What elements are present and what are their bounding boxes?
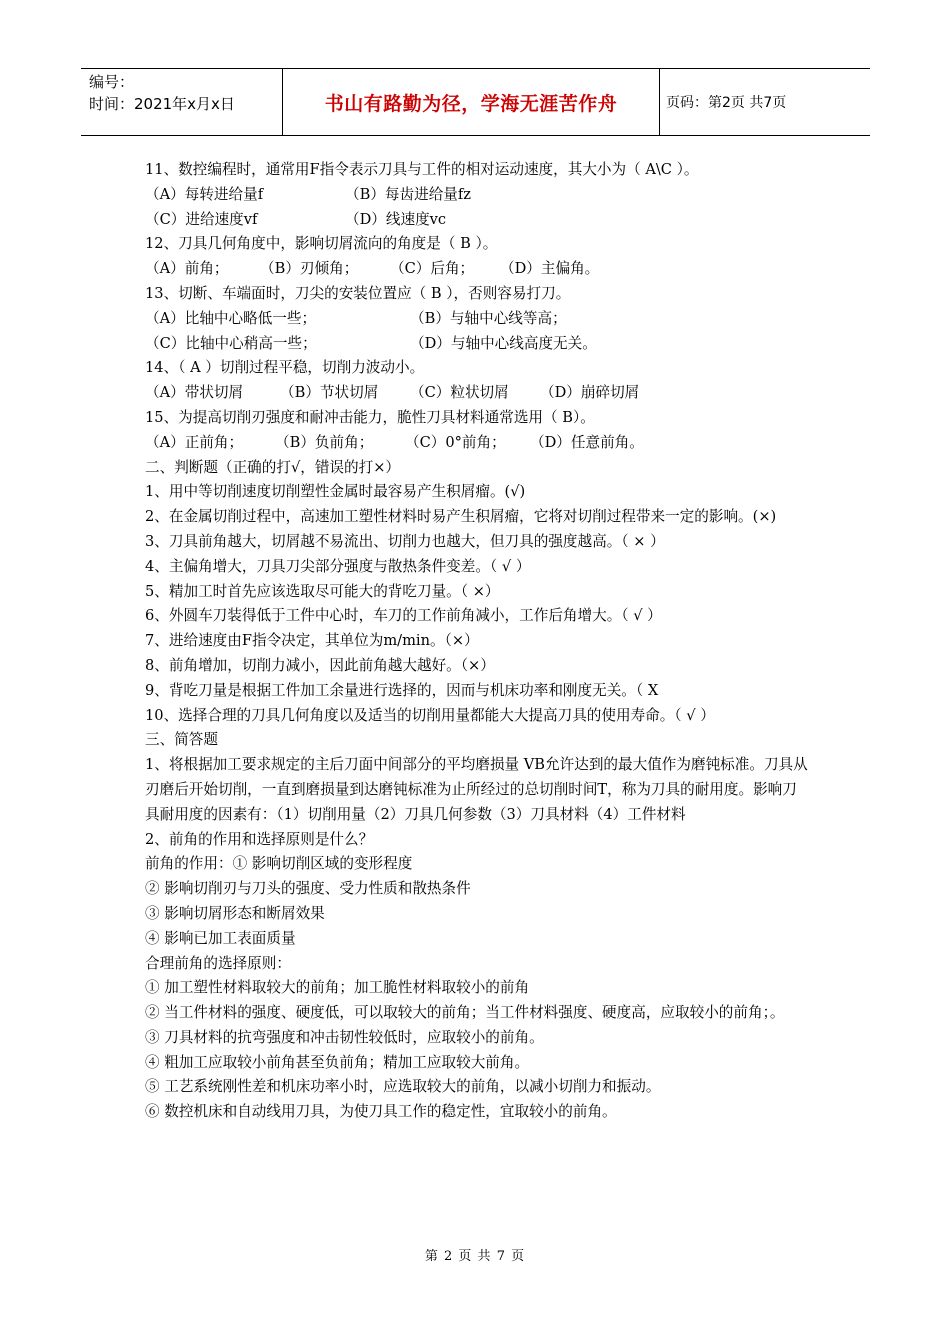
q11-option-b: （B）每齿进给量fz	[345, 185, 471, 203]
q12-options	[145, 257, 810, 282]
q13-option-a: （A）比轴中心略低一些；	[145, 309, 317, 327]
answer-2-line-5: 合理前角的选择原则：	[145, 954, 291, 972]
q14-option-d: （D）崩碎切屑	[540, 384, 640, 402]
answer-2-line-6: ① 加工塑性材料取较大的前角；加工脆性材料取较小的前角	[145, 979, 530, 997]
header-info-cell	[81, 69, 283, 135]
question-15: 15、为提高切削刃强度和耐冲击能力，脆性刀具材料通常选用（ B）。	[145, 408, 595, 426]
q12-option-c: （C）后角；	[390, 260, 475, 278]
judge-4: 4、主偏角增大，刀具刀尖部分强度与散热条件变差。（ √ ）	[145, 557, 531, 575]
q13-options-row2	[145, 332, 810, 357]
q11-option-a: （A）每转进给量f	[145, 185, 264, 203]
q11-option-c: （C）进给速度vf	[145, 210, 258, 228]
answer-2-line-3: ③ 影响切屑形态和断屑效果	[145, 904, 325, 922]
q13-options-row1	[145, 307, 810, 332]
section-2-title: 二、判断题（正确的打√，错误的打×）	[145, 458, 401, 476]
q12-option-a: （A）前角；	[145, 260, 229, 278]
answer-1: 1、将根据加工要求规定的主后刀面中间部分的平均磨损量 VB允许达到的最大值作为磨钝标准。刀具从刃磨后开始切削，一直到磨损量到达磨钝标准为止所经过的总切削时间T，称为刀具的耐用度。影响刀具耐用度的因素有：（1）切削用量（2）刀具几何参数（3）刀具材料（4）工件材料	[145, 756, 808, 823]
document-body	[145, 158, 810, 1125]
section-3-title: 三、简答题	[145, 731, 218, 749]
answer-2-line-2: ② 影响切削刃与刀头的强度、受力性质和散热条件	[145, 880, 471, 898]
answer-2-line-1: 前角的作用：① 影响切削区域的变形程度	[145, 855, 413, 873]
page-header	[81, 68, 870, 136]
question-13: 13、切断、车端面时，刀尖的安装位置应（ B ），否则容易打刀。	[145, 284, 571, 302]
judge-8: 8、前角增加，切削力减小，因此前角越大越好。（×）	[145, 656, 495, 674]
number-label: 编号：	[89, 73, 135, 91]
q15-option-c: （C）0°前角；	[405, 433, 506, 451]
q11-options-row2	[145, 208, 810, 233]
judge-9: 9、背吃刀量是根据工件加工余量进行选择的，因而与机床功率和刚度无关。（ X	[145, 681, 659, 699]
judge-1: 1、用中等切削速度切削塑性金属时最容易产生积屑瘤。(√)	[145, 483, 526, 501]
time-label: 时间：2021年x月x日	[89, 95, 235, 113]
answer-2-line-7: ② 当工件材料的强度、硬度低，可以取较大的前角；当工件材料强度、硬度高，应取较小的前角；。	[145, 1004, 785, 1022]
q12-option-b: （B）刃倾角；	[260, 260, 359, 278]
question-14: 14、（ A ）切削过程平稳，切削力波动小。	[145, 359, 425, 377]
q15-option-d: （D）任意前角。	[530, 433, 644, 451]
answer-2-line-8: ③ 刀具材料的抗弯强度和冲击韧性较低时，应取较小的前角。	[145, 1028, 544, 1046]
judge-7: 7、进给速度由F指令决定，其单位为m/min。（×）	[145, 632, 479, 650]
page-footer: 第 2 页 共 7 页	[424, 1249, 526, 1264]
q11-options-row1	[145, 183, 810, 208]
q14-option-a: （A）带状切屑	[145, 384, 244, 402]
answer-2-line-4: ④ 影响已加工表面质量	[145, 929, 296, 947]
judge-10: 10、选择合理的刀具几何角度以及适当的切削用量都能大大提高刀具的使用寿命。（ √ ）	[145, 706, 715, 724]
q15-option-a: （A）正前角；	[145, 433, 244, 451]
q15-options	[145, 431, 810, 456]
answer-2-question: 2、前角的作用和选择原则是什么？	[145, 830, 374, 848]
q12-option-d: （D）主偏角。	[500, 260, 600, 278]
question-12: 12、刀具几何角度中，影响切屑流向的角度是（ B ）。	[145, 235, 498, 253]
q14-options	[145, 381, 810, 406]
q15-option-b: （B）负前角；	[275, 433, 374, 451]
answer-2-line-10: ⑤ 工艺系统刚性差和机床功率小时，应选取较大的前角，以减小切削力和振动。	[145, 1078, 661, 1096]
judge-3: 3、刀具前角越大，切屑越不易流出、切削力也越大，但刀具的强度越高。（ × ）	[145, 532, 665, 550]
q14-option-c: （C）粒状切屑	[410, 384, 509, 402]
question-11: 11、数控编程时，通常用F指令表示刀具与工件的相对运动速度，其大小为（ A\C ）。	[145, 161, 699, 178]
q13-option-c: （C）比轴中心稍高一些；	[145, 334, 317, 352]
q13-option-b: （B）与轴中心线等高；	[410, 309, 567, 327]
header-motto: 书山有路勤为径，学海无涯苦作舟	[283, 69, 660, 135]
answer-2-line-11: ⑥ 数控机床和自动线用刀具，为使刀具工作的稳定性，宜取较小的前角。	[145, 1103, 617, 1121]
header-page-label: 页码：第2页 共7页	[666, 95, 787, 111]
judge-5: 5、精加工时首先应该选取尽可能大的背吃刀量。（ ×）	[145, 582, 500, 600]
judge-6: 6、外圆车刀装得低于工件中心时，车刀的工作前角减小，工作后角增大。（ √ ）	[145, 607, 662, 625]
q13-option-d: （D）与轴中心线高度无关。	[410, 334, 597, 352]
q14-option-b: （B）节状切屑	[280, 384, 379, 402]
answer-2-line-9: ④ 粗加工应取较小前角甚至负前角；精加工应取较大前角。	[145, 1053, 530, 1071]
q11-option-d: （D）线速度vc	[345, 210, 447, 228]
judge-2: 2、在金属切削过程中，高速加工塑性材料时易产生积屑瘤，它将对切削过程带来一定的影响。(×)	[145, 508, 777, 526]
